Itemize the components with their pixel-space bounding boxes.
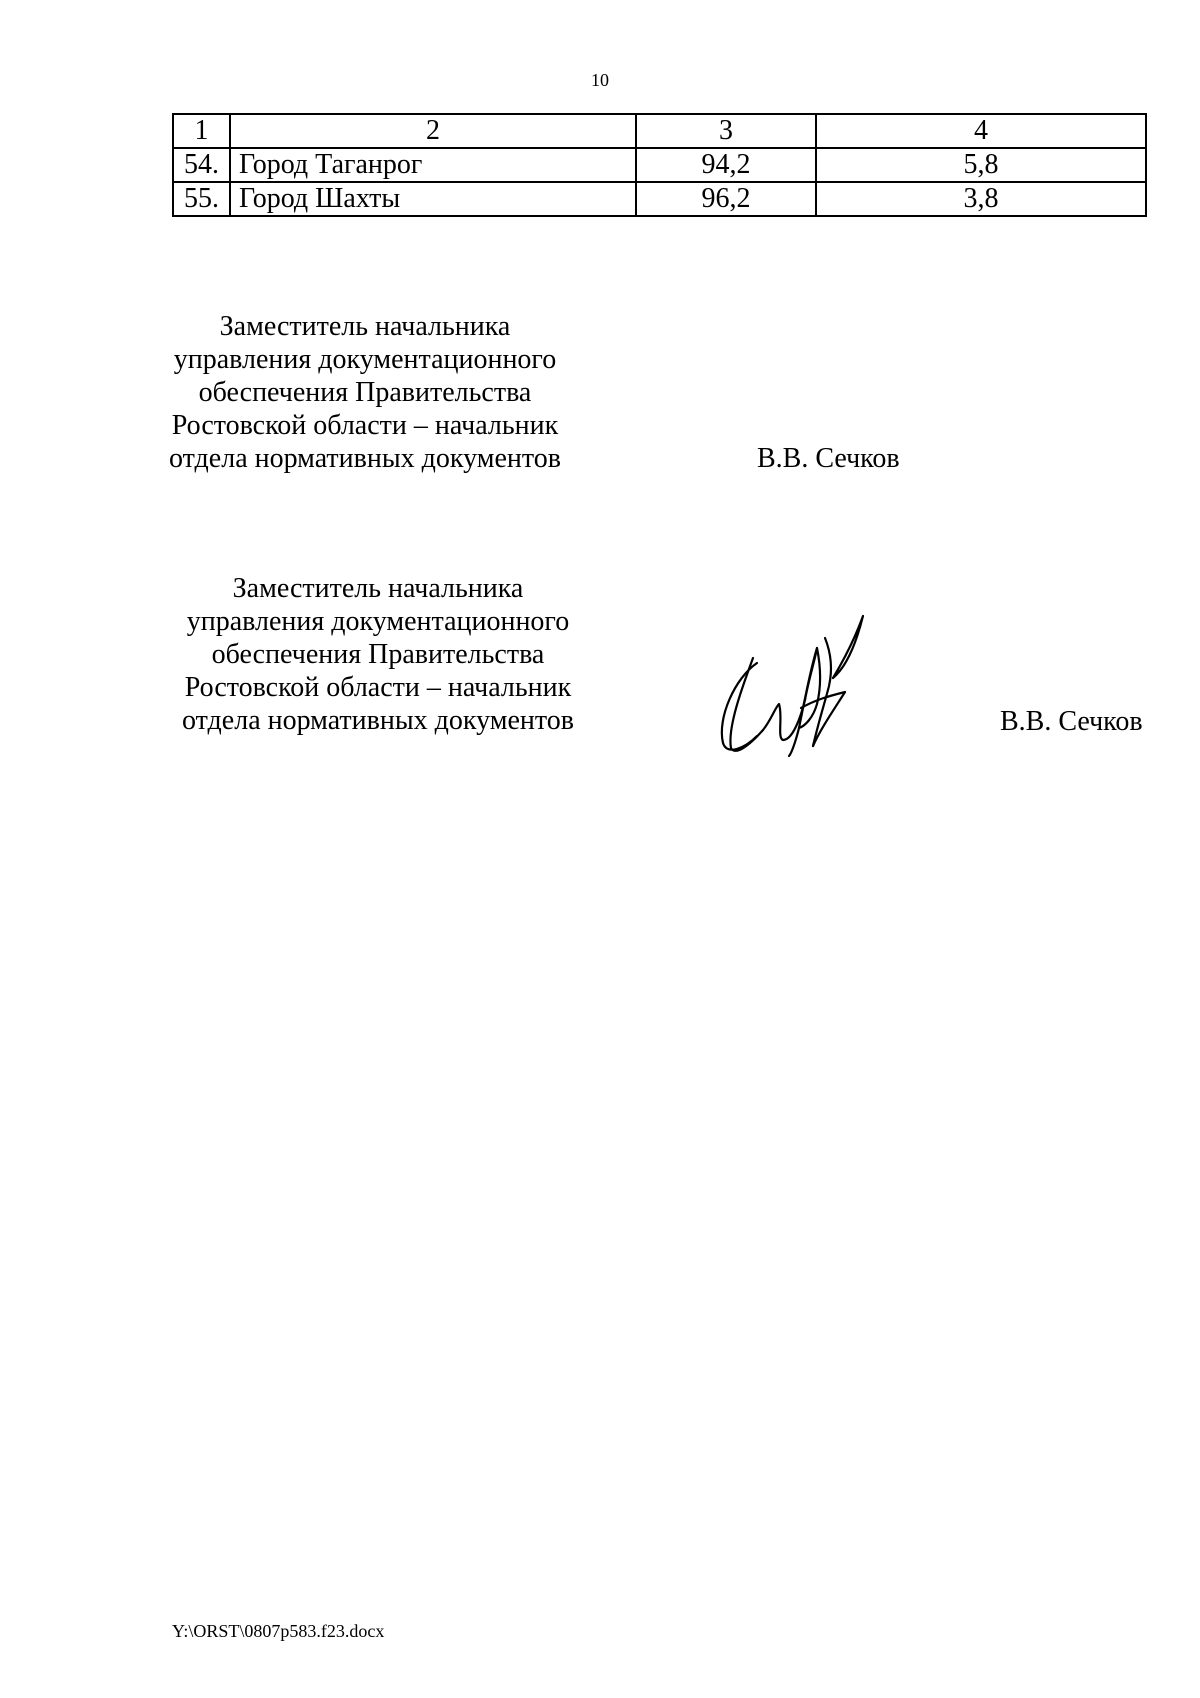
signatory-name: В.В. Сечков xyxy=(1000,706,1143,737)
title-line: Ростовской области – начальник xyxy=(171,410,559,441)
title-line: Заместитель начальника xyxy=(219,311,511,342)
title-line: отдела нормативных документов xyxy=(182,705,574,736)
row-number-cell: 55. xyxy=(173,182,230,216)
title-line: обеспечения Правительства xyxy=(211,639,545,670)
value-cell: 96,2 xyxy=(636,182,816,216)
header-cell: 3 xyxy=(636,114,816,148)
page-number: 10 xyxy=(591,70,609,90)
title-line: управления документационного xyxy=(173,344,557,375)
value-cell: 94,2 xyxy=(636,148,816,182)
title-line: управления документационного xyxy=(186,606,570,637)
signature-block-title xyxy=(160,310,570,475)
city-name-cell: Город Шахты xyxy=(230,182,636,216)
signature-block-title xyxy=(173,572,583,737)
signature-stroke xyxy=(763,700,805,740)
title-line: Заместитель начальника xyxy=(232,573,524,604)
handwritten-signature xyxy=(705,608,885,758)
table-row xyxy=(173,148,1146,182)
table-row xyxy=(173,182,1146,216)
title-line: Ростовской области – начальник xyxy=(184,672,572,703)
row-number-cell: 54. xyxy=(173,148,230,182)
title-line: отдела нормативных документов xyxy=(169,443,561,474)
signatory-name: В.В. Сечков xyxy=(757,443,900,474)
signature-stroke xyxy=(722,663,757,750)
footer-file-path: Y:\ORST\0807p583.f23.docx xyxy=(172,1621,385,1641)
data-table xyxy=(172,113,1147,217)
header-cell: 4 xyxy=(816,114,1146,148)
table-header-row xyxy=(173,114,1146,148)
header-cell: 1 xyxy=(173,114,230,148)
header-cell: 2 xyxy=(230,114,636,148)
city-name-cell: Город Таганрог xyxy=(230,148,636,182)
value-cell: 3,8 xyxy=(816,182,1146,216)
title-line: обеспечения Правительства xyxy=(198,377,532,408)
signature-stroke xyxy=(833,616,863,678)
value-cell: 5,8 xyxy=(816,148,1146,182)
